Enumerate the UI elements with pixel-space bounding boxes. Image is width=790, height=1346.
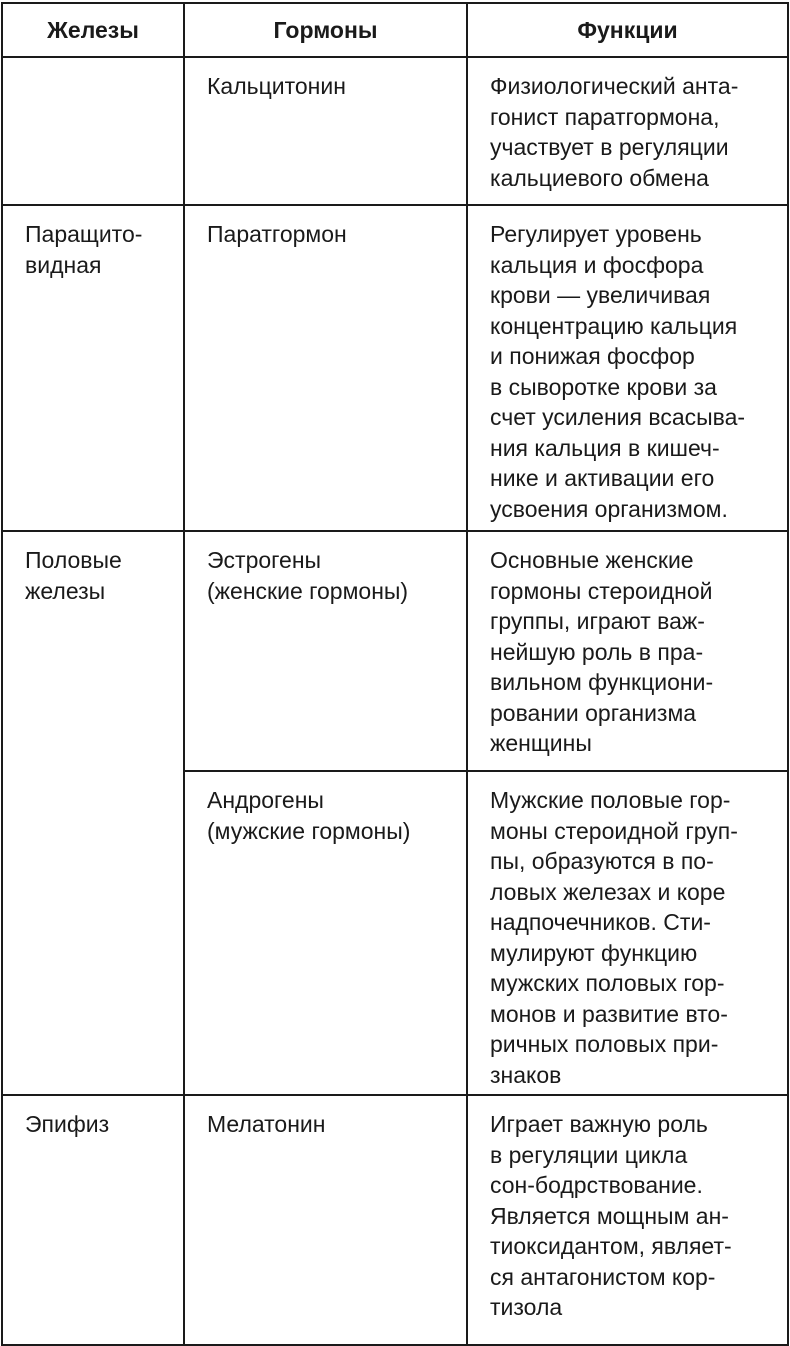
hormone-cell <box>184 57 467 205</box>
function-cell <box>467 1095 788 1345</box>
gland-cell <box>2 531 184 1095</box>
hormone-text: Кальцитонин <box>207 73 346 99</box>
function-text: Физиологический анта- гонист паратгормона, участвует в регуляции кальциевого обмена <box>490 73 739 191</box>
table-header <box>2 3 788 57</box>
hormone-text: Мелатонин <box>207 1111 326 1137</box>
function-cell <box>467 205 788 531</box>
table-row <box>2 205 788 531</box>
hormone-cell <box>184 205 467 531</box>
header-functions <box>467 3 788 57</box>
header-row <box>2 3 788 57</box>
function-text: Мужские половые гор- моны стероидной груп- пы, образуются в по- ловых железах и коре надпочечников. Сти- мулируют функцию мужских половых гор- монов и развитие вто- ричных половых при- знаков <box>490 787 738 1088</box>
gland-text: Половые железы <box>25 547 122 604</box>
function-cell <box>467 531 788 771</box>
header-functions-label: Функции <box>577 16 678 43</box>
function-text: Регулирует уровень кальция и фосфора крови — увеличивая концентрацию кальция и понижая фосфор в сыворотке крови за счет усиления всасыва- ния кальция в кишеч- нике и активации его усвоения организмом. <box>490 221 746 522</box>
hormones-table <box>1 2 789 1346</box>
header-hormones-label: Гормоны <box>273 16 378 43</box>
gland-text <box>3 58 183 71</box>
gland-cell <box>2 205 184 531</box>
gland-cell <box>2 1095 184 1345</box>
hormone-cell <box>184 1095 467 1345</box>
gland-text: Эпифиз <box>25 1111 110 1137</box>
hormone-cell <box>184 531 467 771</box>
hormone-text: Андрогены (мужские гормоны) <box>207 787 411 844</box>
header-glands <box>2 3 184 57</box>
table-body <box>2 57 788 1345</box>
table-row <box>2 1095 788 1345</box>
function-text: Основные женские гормоны стероидной группы, играют важ- нейшую роль в пра- вильном функциони- ровании организма женщины <box>490 547 714 756</box>
hormone-cell <box>184 771 467 1095</box>
hormone-text: Паратгормон <box>207 221 347 247</box>
function-text: Играет важную роль в регуляции цикла сон-бодрствование. Является мощным ан- тиоксидантом, являет- ся антагонистом кор- тизола <box>490 1111 732 1320</box>
header-hormones <box>184 3 467 57</box>
function-cell <box>467 57 788 205</box>
hormone-text: Эстрогены (женские гормоны) <box>207 547 409 604</box>
table-row <box>2 531 788 771</box>
function-cell <box>467 771 788 1095</box>
gland-cell <box>2 57 184 205</box>
header-glands-label: Железы <box>47 16 139 43</box>
gland-text: Паращито- видная <box>25 221 143 278</box>
table-row <box>2 57 788 205</box>
